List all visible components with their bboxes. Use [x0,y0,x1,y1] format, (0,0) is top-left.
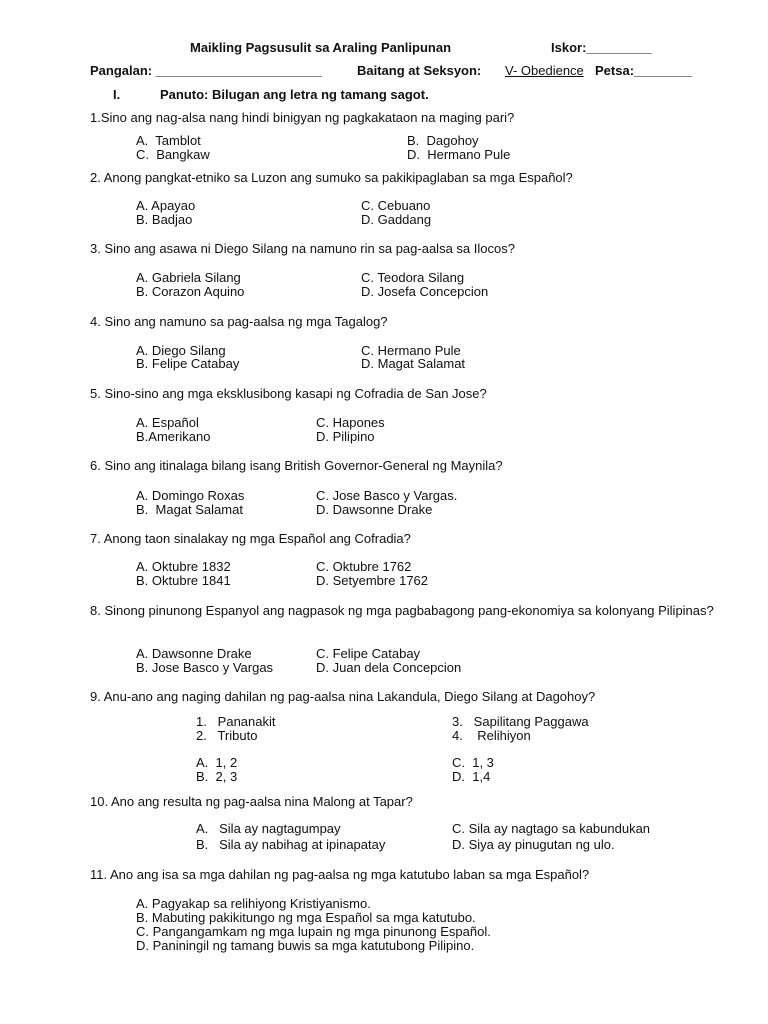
choice-1c[interactable]: C. Bangkaw [136,147,210,162]
choice-2a[interactable]: A. Apayao [136,198,196,213]
choice-2b[interactable]: B. Badjao [136,212,193,227]
choice-3d[interactable]: D. Josefa Concepcion [361,284,489,299]
question-9: 9. Anu-ano ang naging dahilan ng pag-aalsa nina Lakandula, Diego Silang at Dagohoy? [90,689,596,704]
choice-9b[interactable]: B. 2, 3 [196,769,238,784]
choice-4c[interactable]: C. Hermano Pule [361,343,461,358]
choice-1d[interactable]: D. Hermano Pule [407,147,511,162]
question-6: 6. Sino ang itinalaga bilang isang British Governor-General ng Maynila? [90,458,503,473]
question-1: 1.Sino ang nag-alsa nang hindi binigyan ng pagkakataon na maging pari? [90,110,515,125]
choice-8a[interactable]: A. Dawsonne Drake [136,646,252,661]
choice-9a[interactable]: A. 1, 2 [196,755,238,770]
choice-6a[interactable]: A. Domingo Roxas [136,488,245,503]
choice-3b[interactable]: B. Corazon Aquino [136,284,245,299]
choice-4b[interactable]: B. Felipe Catabay [136,356,240,371]
choice-8d[interactable]: D. Juan dela Concepcion [316,660,462,675]
choice-10c[interactable]: C. Sila ay nagtago sa kabundukan [452,821,651,836]
choice-11a[interactable]: A. Pagyakap sa relihiyong Kristiyanismo. [136,896,371,911]
grade-section-label: Baitang at Seksyon: [357,63,482,78]
quiz-title: Maikling Pagsusulit sa Araling Panlipunan [190,40,452,55]
choice-5d[interactable]: D. Pilipino [316,429,375,444]
section-number: I. [113,87,121,102]
choice-6c[interactable]: C. Jose Basco y Vargas. [316,488,458,503]
score-field[interactable]: Iskor:_________ [551,40,652,55]
choice-10d[interactable]: D. Siya ay pinugutan ng ulo. [452,837,615,852]
choice-10b[interactable]: B. Sila ay nabihag at ipinapatay [196,837,386,852]
question-11: 11. Ano ang isa sa mga dahilan ng pag-aalsa ng mga katutubo laban sa mga Español? [90,867,590,882]
choice-5b[interactable]: B.Amerikano [136,429,211,444]
choice-6b[interactable]: B. Magat Salamat [136,502,243,517]
item-9-1: 1. Pananakit [196,714,276,729]
choice-7b[interactable]: B. Oktubre 1841 [136,573,231,588]
choice-11c[interactable]: C. Pangangamkam ng mga lupain ng mga pinunong Español. [136,924,491,939]
item-9-4: 4. Relihiyon [452,728,531,743]
question-5: 5. Sino-sino ang mga eksklusibong kasapi ng Cofradia de San Jose? [90,386,487,401]
question-4: 4. Sino ang namuno sa pag-aalsa ng mga Tagalog? [90,314,388,329]
name-field[interactable]: Pangalan: _______________________ [90,63,323,78]
choice-2c[interactable]: C. Cebuano [361,198,431,213]
choice-8c[interactable]: C. Felipe Catabay [316,646,421,661]
choice-8b[interactable]: B. Jose Basco y Vargas [136,660,274,675]
choice-5c[interactable]: C. Hapones [316,415,385,430]
question-3: 3. Sino ang asawa ni Diego Silang na namuno rin sa pag-aalsa sa Ilocos? [90,241,515,256]
choice-1b[interactable]: B. Dagohoy [407,133,479,148]
question-10: 10. Ano ang resulta ng pag-aalsa nina Malong at Tapar? [90,794,413,809]
choice-9c[interactable]: C. 1, 3 [452,755,494,770]
question-7: 7. Anong taon sinalakay ng mga Español ang Cofradia? [90,531,411,546]
question-2: 2. Anong pangkat-etniko sa Luzon ang sumuko sa pakikipaglaban sa mga Español? [90,170,573,185]
choice-4d[interactable]: D. Magat Salamat [361,356,466,371]
choice-1a[interactable]: A. Tamblot [136,133,201,148]
item-9-3: 3. Sapilitang Paggawa [452,714,589,729]
grade-section-value[interactable]: V- Obedience [505,63,584,78]
choice-2d[interactable]: D. Gaddang [361,212,432,227]
choice-10a[interactable]: A. Sila ay nagtagumpay [196,821,341,836]
choice-9d[interactable]: D. 1,4 [452,769,491,784]
choice-7d[interactable]: D. Setyembre 1762 [316,573,429,588]
choice-11d[interactable]: D. Paniningil ng tamang buwis sa mga katutubong Pilipino. [136,938,475,953]
question-8: 8. Sinong pinunong Espanyol ang nagpasok ng mga pagbabagong pang-ekonomiya sa kolonyang Pilipinas? [90,603,714,618]
choice-6d[interactable]: D. Dawsonne Drake [316,502,433,517]
choice-3a[interactable]: A. Gabriela Silang [136,270,241,285]
instructions: Panuto: Bilugan ang letra ng tamang sagot. [160,87,429,102]
choice-11b[interactable]: B. Mabuting pakikitungo ng mga Español sa mga katutubo. [136,910,476,925]
choice-4a[interactable]: A. Diego Silang [136,343,226,358]
choice-5a[interactable]: A. Español [136,415,199,430]
choice-7c[interactable]: C. Oktubre 1762 [316,559,412,574]
choice-7a[interactable]: A. Oktubre 1832 [136,559,231,574]
date-field[interactable]: Petsa:________ [595,63,692,78]
choice-3c[interactable]: C. Teodora Silang [361,270,465,285]
item-9-2: 2. Tributo [196,728,258,743]
